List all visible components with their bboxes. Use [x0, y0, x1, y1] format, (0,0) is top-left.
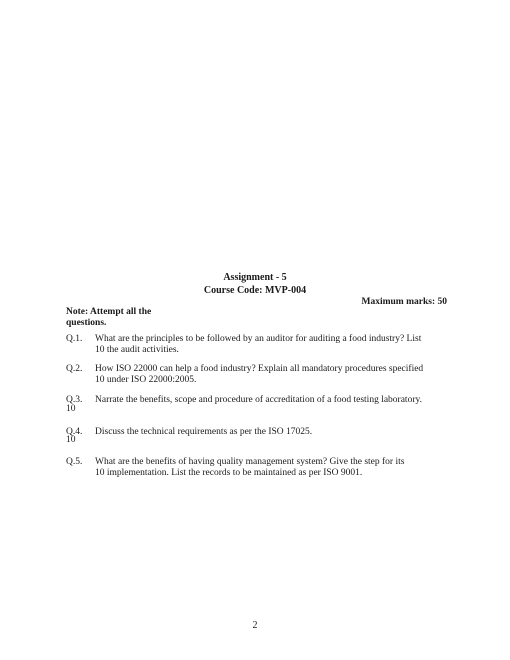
- question-text: [95, 334, 446, 356]
- question-text-line: [95, 375, 446, 386]
- question-marks: 10: [95, 375, 105, 385]
- question-number: Q.5.: [66, 457, 83, 467]
- question-number: Q.2.: [66, 364, 83, 374]
- question-marks: 10: [95, 468, 105, 478]
- question-1: [66, 334, 446, 356]
- question-text-line: [95, 345, 446, 356]
- question-2: [66, 364, 446, 386]
- question-5: [66, 457, 446, 479]
- question-text: [95, 364, 446, 386]
- maximum-marks: Maximum marks: 50: [361, 297, 447, 307]
- course-code: Course Code: MVP-004: [203, 285, 307, 296]
- question-text: Narrate the benefits, scope and procedure of accreditation of a food testing laboratory.: [95, 395, 422, 405]
- question-text-line: What are the benefits of having quality management system? Give the step for its: [95, 457, 405, 467]
- question-marks: 10: [66, 404, 76, 414]
- question-3: [66, 395, 446, 414]
- question-text-continued: the audit activities.: [106, 345, 179, 355]
- question-number: Q.3.: [66, 395, 83, 405]
- question-text: [95, 457, 446, 479]
- question-text-line: What are the principles to be followed by an auditor for auditing a food industry? List: [95, 334, 422, 344]
- question-text-line: [95, 468, 446, 479]
- question-marks: 10: [95, 345, 105, 355]
- instruction-note: Note: Attempt all the questions.: [66, 307, 152, 328]
- question-marks: 10: [66, 435, 76, 445]
- question-4: [66, 427, 446, 445]
- question-text-continued: under ISO 22000:2005.: [106, 375, 197, 385]
- page-number: 2: [252, 620, 258, 631]
- question-number: Q.4.: [66, 427, 83, 437]
- assignment-title: Assignment - 5: [223, 272, 287, 283]
- question-text-line: How ISO 22000 can help a food industry? Explain all mandatory procedures specified: [95, 364, 424, 374]
- question-text: Discuss the technical requirements as per the ISO 17025.: [95, 427, 313, 437]
- question-text-continued: implementation. List the records to be maintained as per ISO 9001.: [106, 468, 363, 478]
- question-number: Q.1.: [66, 334, 83, 344]
